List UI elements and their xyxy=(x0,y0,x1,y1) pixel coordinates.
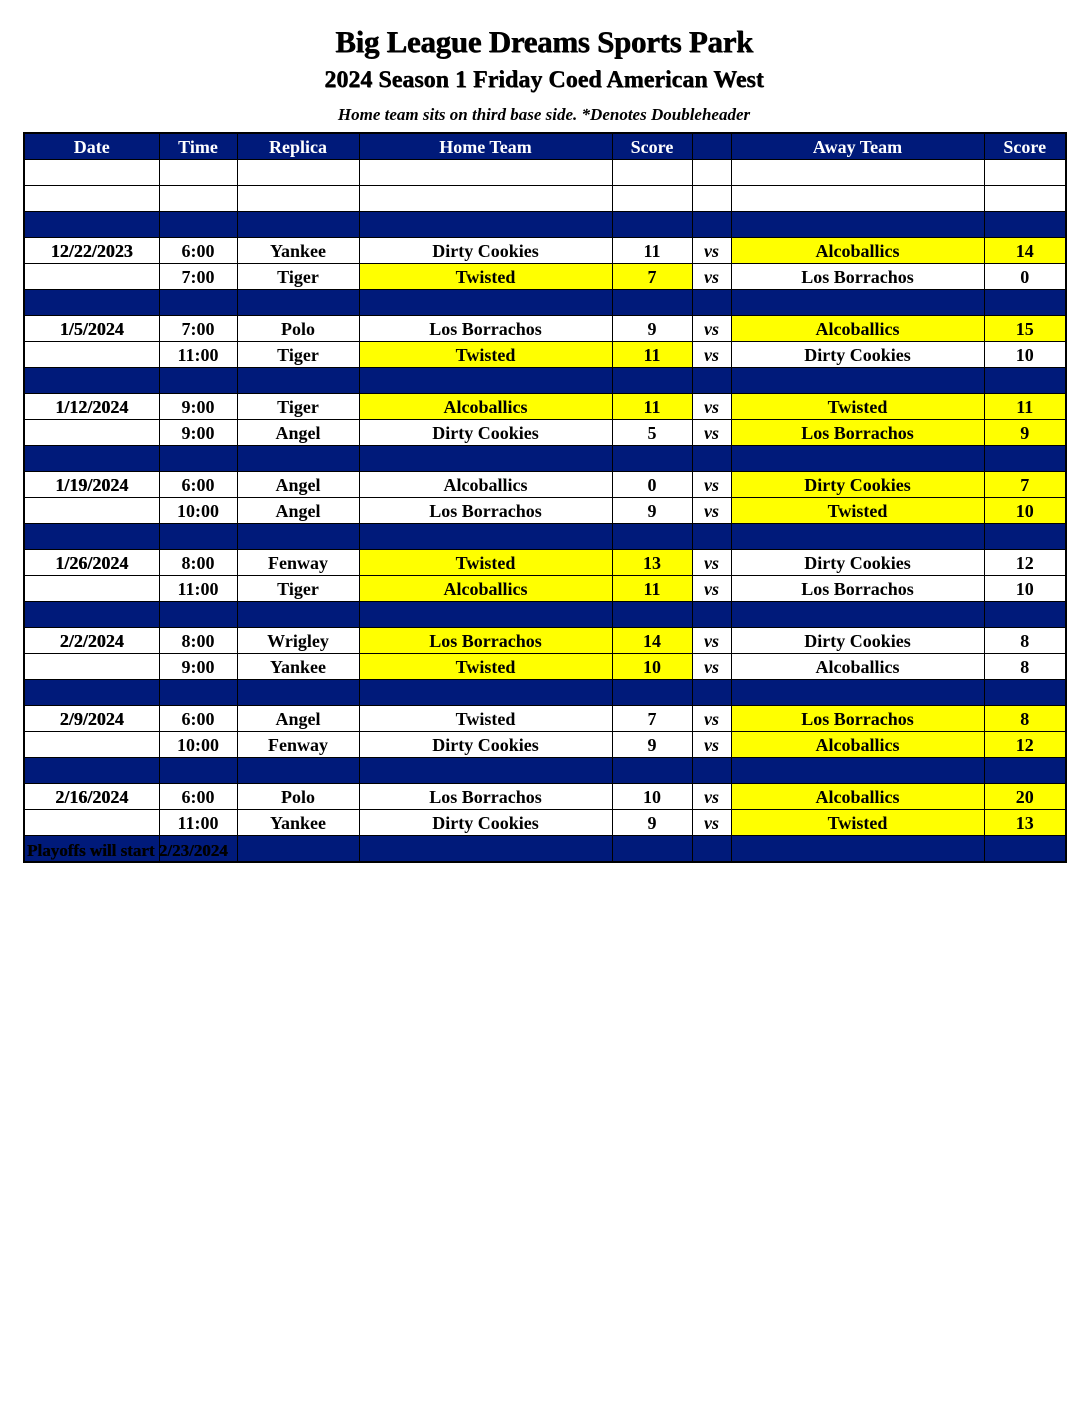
empty-cell xyxy=(159,680,237,706)
empty-cell xyxy=(612,160,692,186)
time-cell: 6:00 xyxy=(159,238,237,264)
empty-cell xyxy=(731,602,984,628)
home-score-cell: 13 xyxy=(612,550,692,576)
away-team-cell: Dirty Cookies xyxy=(731,472,984,498)
col-header-away-team: Away Team xyxy=(731,133,984,160)
empty-cell xyxy=(692,446,731,472)
time-cell: 7:00 xyxy=(159,264,237,290)
away-team-cell: Twisted xyxy=(731,498,984,524)
empty-cell xyxy=(24,446,159,472)
empty-cell xyxy=(692,680,731,706)
time-cell: 8:00 xyxy=(159,628,237,654)
date-cell: 1/19/2024 xyxy=(24,472,159,498)
empty-cell xyxy=(692,290,731,316)
vs-cell: vs xyxy=(692,654,731,680)
home-score-cell: 0 xyxy=(612,472,692,498)
empty-cell xyxy=(237,446,359,472)
separator-row xyxy=(24,758,1066,784)
empty-cell xyxy=(237,290,359,316)
away-score-cell: 7 xyxy=(984,472,1066,498)
empty-cell xyxy=(159,446,237,472)
away-score-cell: 8 xyxy=(984,654,1066,680)
empty-cell xyxy=(731,368,984,394)
empty-cell xyxy=(24,680,159,706)
empty-cell xyxy=(237,758,359,784)
empty-cell xyxy=(24,290,159,316)
away-score-cell: 20 xyxy=(984,784,1066,810)
home-score-cell: 11 xyxy=(612,394,692,420)
game-row xyxy=(24,264,1066,290)
empty-cell xyxy=(984,186,1066,212)
replica-cell: Polo xyxy=(237,784,359,810)
vs-cell: vs xyxy=(692,706,731,732)
date-cell: 1/12/2024 xyxy=(24,394,159,420)
away-score-cell: 10 xyxy=(984,498,1066,524)
game-row xyxy=(24,732,1066,758)
away-team-cell: Los Borrachos xyxy=(731,576,984,602)
vs-cell: vs xyxy=(692,316,731,342)
home-team-cell: Twisted xyxy=(359,550,612,576)
empty-cell xyxy=(692,212,731,238)
home-score-cell: 9 xyxy=(612,732,692,758)
vs-cell: vs xyxy=(692,810,731,836)
empty-cell xyxy=(359,758,612,784)
empty-cell xyxy=(159,602,237,628)
home-team-cell: Los Borrachos xyxy=(359,784,612,810)
empty-cell xyxy=(692,186,731,212)
empty-cell xyxy=(612,446,692,472)
away-score-cell: 8 xyxy=(984,628,1066,654)
game-row xyxy=(24,550,1066,576)
replica-cell: Fenway xyxy=(237,550,359,576)
home-score-cell: 7 xyxy=(612,264,692,290)
time-cell: 6:00 xyxy=(159,706,237,732)
empty-cell xyxy=(237,602,359,628)
empty-cell xyxy=(159,758,237,784)
empty-cell xyxy=(612,758,692,784)
time-cell: 8:00 xyxy=(159,550,237,576)
empty-cell xyxy=(237,186,359,212)
header-note: Home team sits on third base side. *Denotes Doubleheader xyxy=(337,105,751,124)
empty-cell xyxy=(984,290,1066,316)
vs-cell: vs xyxy=(692,576,731,602)
replica-cell: Fenway xyxy=(237,732,359,758)
home-team-cell: Twisted xyxy=(359,342,612,368)
away-team-cell: Alcoballics xyxy=(731,732,984,758)
date-cell: 1/5/2024 xyxy=(24,316,159,342)
date-cell: 2/16/2024 xyxy=(24,784,159,810)
empty-cell xyxy=(984,160,1066,186)
replica-cell: Angel xyxy=(237,498,359,524)
empty-cell xyxy=(159,368,237,394)
replica-cell: Angel xyxy=(237,472,359,498)
vs-cell: vs xyxy=(692,550,731,576)
blank-row xyxy=(24,186,1066,212)
away-score-cell: 9 xyxy=(984,420,1066,446)
vs-cell: vs xyxy=(692,238,731,264)
replica-cell: Tiger xyxy=(237,394,359,420)
replica-cell: Yankee xyxy=(237,654,359,680)
date-cell: 2/9/2024 xyxy=(24,706,159,732)
vs-cell: vs xyxy=(692,264,731,290)
home-team-cell: Dirty Cookies xyxy=(359,238,612,264)
empty-cell xyxy=(359,368,612,394)
home-score-cell: 10 xyxy=(612,784,692,810)
empty-cell xyxy=(237,836,359,863)
time-cell: 10:00 xyxy=(159,732,237,758)
empty-cell xyxy=(984,446,1066,472)
empty-cell xyxy=(612,290,692,316)
empty-cell xyxy=(159,290,237,316)
replica-cell: Yankee xyxy=(237,810,359,836)
col-header-home-score: Score xyxy=(612,133,692,160)
time-cell: 10:00 xyxy=(159,498,237,524)
time-cell: 6:00 xyxy=(159,472,237,498)
empty-cell xyxy=(24,160,159,186)
empty-cell xyxy=(731,290,984,316)
page-subtitle: 2024 Season 1 Friday Coed American West xyxy=(324,67,764,93)
empty-cell xyxy=(612,602,692,628)
empty-cell xyxy=(984,836,1066,863)
schedule-body xyxy=(24,160,1066,863)
away-score-cell: 10 xyxy=(984,576,1066,602)
home-score-cell: 10 xyxy=(612,654,692,680)
empty-cell xyxy=(612,680,692,706)
home-team-cell: Dirty Cookies xyxy=(359,810,612,836)
home-score-cell: 9 xyxy=(612,498,692,524)
away-score-cell: 15 xyxy=(984,316,1066,342)
empty-cell xyxy=(159,524,237,550)
home-score-cell: 9 xyxy=(612,316,692,342)
game-row xyxy=(24,472,1066,498)
empty-cell xyxy=(984,680,1066,706)
empty-cell xyxy=(731,680,984,706)
game-row xyxy=(24,394,1066,420)
replica-cell: Wrigley xyxy=(237,628,359,654)
date-cell xyxy=(24,342,159,368)
time-cell: 9:00 xyxy=(159,394,237,420)
empty-cell xyxy=(731,212,984,238)
empty-cell xyxy=(159,160,237,186)
home-team-cell: Alcoballics xyxy=(359,472,612,498)
empty-cell xyxy=(159,212,237,238)
blank-row xyxy=(24,160,1066,186)
replica-cell: Yankee xyxy=(237,238,359,264)
empty-cell xyxy=(237,212,359,238)
date-cell xyxy=(24,810,159,836)
col-header-date: Date xyxy=(24,133,159,160)
home-team-cell: Dirty Cookies xyxy=(359,732,612,758)
home-score-cell: 14 xyxy=(612,628,692,654)
time-cell: 7:00 xyxy=(159,316,237,342)
empty-cell xyxy=(984,368,1066,394)
home-team-cell: Los Borrachos xyxy=(359,498,612,524)
empty-cell xyxy=(359,602,612,628)
empty-cell xyxy=(731,160,984,186)
empty-cell xyxy=(24,602,159,628)
date-cell xyxy=(24,576,159,602)
replica-cell: Polo xyxy=(237,316,359,342)
empty-cell xyxy=(612,186,692,212)
game-row xyxy=(24,498,1066,524)
vs-cell: vs xyxy=(692,342,731,368)
away-score-cell: 0 xyxy=(984,264,1066,290)
away-score-cell: 13 xyxy=(984,810,1066,836)
empty-cell xyxy=(359,446,612,472)
empty-cell xyxy=(359,160,612,186)
game-row xyxy=(24,238,1066,264)
date-cell: 12/22/2023 xyxy=(24,238,159,264)
empty-cell xyxy=(692,602,731,628)
home-team-cell: Los Borrachos xyxy=(359,628,612,654)
empty-cell xyxy=(359,680,612,706)
empty-cell xyxy=(24,186,159,212)
home-team-cell: Alcoballics xyxy=(359,576,612,602)
empty-cell xyxy=(731,758,984,784)
empty-cell xyxy=(359,290,612,316)
col-header-vs xyxy=(692,133,731,160)
empty-cell xyxy=(159,186,237,212)
empty-cell xyxy=(237,680,359,706)
empty-cell xyxy=(731,186,984,212)
empty-cell xyxy=(984,758,1066,784)
col-header-away-score: Score xyxy=(984,133,1066,160)
away-score-cell: 14 xyxy=(984,238,1066,264)
separator-row xyxy=(24,290,1066,316)
game-row xyxy=(24,316,1066,342)
empty-cell xyxy=(692,368,731,394)
date-cell xyxy=(24,264,159,290)
away-team-cell: Dirty Cookies xyxy=(731,628,984,654)
vs-cell: vs xyxy=(692,628,731,654)
vs-cell: vs xyxy=(692,420,731,446)
replica-cell: Tiger xyxy=(237,264,359,290)
replica-cell: Angel xyxy=(237,706,359,732)
home-team-cell: Twisted xyxy=(359,264,612,290)
page-title: Big League Dreams Sports Park xyxy=(335,24,753,59)
date-cell xyxy=(24,654,159,680)
away-team-cell: Los Borrachos xyxy=(731,264,984,290)
home-team-cell: Twisted xyxy=(359,706,612,732)
replica-cell: Angel xyxy=(237,420,359,446)
away-team-cell: Twisted xyxy=(731,810,984,836)
empty-cell xyxy=(24,758,159,784)
schedule-table xyxy=(23,132,1067,863)
empty-cell xyxy=(359,524,612,550)
empty-cell xyxy=(24,368,159,394)
vs-cell: vs xyxy=(692,732,731,758)
empty-cell xyxy=(237,160,359,186)
game-row xyxy=(24,654,1066,680)
empty-cell xyxy=(984,212,1066,238)
col-header-replica: Replica xyxy=(237,133,359,160)
replica-cell: Tiger xyxy=(237,576,359,602)
empty-cell xyxy=(984,524,1066,550)
game-row xyxy=(24,706,1066,732)
empty-cell xyxy=(359,186,612,212)
empty-cell xyxy=(612,212,692,238)
away-team-cell: Alcoballics xyxy=(731,654,984,680)
separator-row xyxy=(24,524,1066,550)
game-row xyxy=(24,784,1066,810)
separator-row xyxy=(24,602,1066,628)
home-score-cell: 9 xyxy=(612,810,692,836)
replica-cell: Tiger xyxy=(237,342,359,368)
separator-row xyxy=(24,212,1066,238)
empty-cell xyxy=(237,524,359,550)
home-score-cell: 11 xyxy=(612,342,692,368)
empty-cell xyxy=(692,160,731,186)
away-team-cell: Twisted xyxy=(731,394,984,420)
game-row xyxy=(24,628,1066,654)
home-team-cell: Alcoballics xyxy=(359,394,612,420)
game-row xyxy=(24,420,1066,446)
away-team-cell: Dirty Cookies xyxy=(731,550,984,576)
home-score-cell: 11 xyxy=(612,576,692,602)
home-team-cell: Dirty Cookies xyxy=(359,420,612,446)
date-cell: 2/2/2024 xyxy=(24,628,159,654)
vs-cell: vs xyxy=(692,498,731,524)
away-team-cell: Los Borrachos xyxy=(731,706,984,732)
time-cell: 11:00 xyxy=(159,810,237,836)
separator-row xyxy=(24,446,1066,472)
empty-cell xyxy=(731,446,984,472)
empty-cell xyxy=(692,836,731,863)
date-cell xyxy=(24,732,159,758)
time-cell: 11:00 xyxy=(159,342,237,368)
away-team-cell: Alcoballics xyxy=(731,784,984,810)
away-team-cell: Los Borrachos xyxy=(731,420,984,446)
empty-cell xyxy=(359,836,612,863)
vs-cell: vs xyxy=(692,394,731,420)
empty-cell xyxy=(692,758,731,784)
away-score-cell: 8 xyxy=(984,706,1066,732)
empty-cell xyxy=(731,836,984,863)
home-score-cell: 11 xyxy=(612,238,692,264)
time-cell: 6:00 xyxy=(159,784,237,810)
away-score-cell: 12 xyxy=(984,550,1066,576)
empty-cell xyxy=(692,524,731,550)
empty-cell xyxy=(24,524,159,550)
away-team-cell: Alcoballics xyxy=(731,316,984,342)
separator-row xyxy=(24,368,1066,394)
empty-cell xyxy=(984,602,1066,628)
home-score-cell: 7 xyxy=(612,706,692,732)
game-row xyxy=(24,342,1066,368)
empty-cell xyxy=(612,836,692,863)
table-header-row xyxy=(24,133,1066,160)
vs-cell: vs xyxy=(692,472,731,498)
empty-cell xyxy=(612,368,692,394)
col-header-home-team: Home Team xyxy=(359,133,612,160)
home-score-cell: 5 xyxy=(612,420,692,446)
date-cell xyxy=(24,420,159,446)
away-score-cell: 12 xyxy=(984,732,1066,758)
col-header-time: Time xyxy=(159,133,237,160)
time-cell: 9:00 xyxy=(159,420,237,446)
date-cell xyxy=(24,498,159,524)
empty-cell xyxy=(731,524,984,550)
time-cell: 11:00 xyxy=(159,576,237,602)
away-score-cell: 10 xyxy=(984,342,1066,368)
game-row xyxy=(24,576,1066,602)
away-team-cell: Dirty Cookies xyxy=(731,342,984,368)
home-team-cell: Los Borrachos xyxy=(359,316,612,342)
playoffs-note: Playoffs will start 2/23/2024 xyxy=(27,841,228,860)
empty-cell xyxy=(359,212,612,238)
away-team-cell: Alcoballics xyxy=(731,238,984,264)
away-score-cell: 11 xyxy=(984,394,1066,420)
home-team-cell: Twisted xyxy=(359,654,612,680)
date-cell: 1/26/2024 xyxy=(24,550,159,576)
game-row xyxy=(24,810,1066,836)
separator-row xyxy=(24,680,1066,706)
vs-cell: vs xyxy=(692,784,731,810)
empty-cell xyxy=(237,368,359,394)
empty-cell xyxy=(24,212,159,238)
time-cell: 9:00 xyxy=(159,654,237,680)
empty-cell xyxy=(612,524,692,550)
